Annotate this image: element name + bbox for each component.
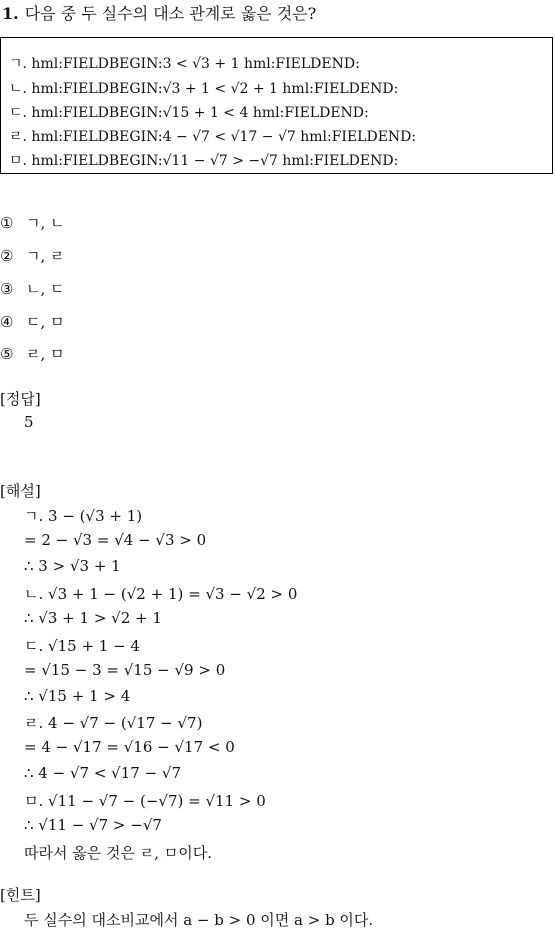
answer-label: [정답]	[0, 390, 41, 408]
solution-line: = 2 − √3 = √4 − √3 > 0	[24, 531, 207, 549]
statement-2: ㄴ. hml:FIELDBEGIN:√3 + 1 < √2 + 1 hml:FIELDEND:	[9, 81, 399, 97]
answer-value: 5	[24, 413, 34, 431]
hint-label: [힌트]	[0, 886, 41, 904]
solution-line: ㄹ. 4 − √7 − (√17 − √7)	[24, 714, 203, 732]
solution-line: ∴ 3 > √3 + 1	[24, 557, 121, 575]
statement-3: ㄷ. hml:FIELDBEGIN:√15 + 1 < 4 hml:FIELDEND:	[9, 105, 369, 121]
statement-5: ㅁ. hml:FIELDBEGIN:√11 − √7 > −√7 hml:FIELDEND:	[9, 153, 399, 169]
solution-line: ㄴ. √3 + 1 − (√2 + 1) = √3 − √2 > 0	[24, 585, 298, 603]
solution-line: ㄱ. 3 − (√3 + 1)	[24, 507, 143, 525]
solution-line: = √15 − 3 = √15 − √9 > 0	[24, 661, 226, 679]
hint-text: 두 실수의 대소비교에서 a − b > 0 이면 a > b 이다.	[24, 911, 374, 929]
choice-1-text: ㄱ, ㄴ	[26, 214, 65, 232]
solution-line: = 4 − √17 = √16 − √17 < 0	[24, 738, 235, 756]
solution-line: ㄷ. √15 + 1 − 4	[24, 637, 140, 655]
choice-3-number: ③	[0, 280, 14, 298]
choice-1[interactable]	[0, 212, 65, 233]
solution-conclusion: 따라서 옳은 것은 ㄹ, ㅁ이다.	[24, 844, 212, 862]
statement-4: ㄹ. hml:FIELDBEGIN:4 − √7 < √17 − √7 hml:FIELDEND:	[9, 129, 417, 145]
choice-1-number: ①	[0, 214, 14, 232]
choice-4[interactable]	[0, 311, 65, 332]
solution-line: ∴ 4 − √7 < √17 − √7	[24, 764, 182, 782]
choice-2[interactable]	[0, 245, 65, 266]
statement-1: ㄱ. hml:FIELDBEGIN:3 < √3 + 1 hml:FIELDEND:	[9, 56, 360, 72]
choice-2-number: ②	[0, 247, 14, 265]
question-title	[2, 1, 316, 24]
choice-4-text: ㄷ, ㅁ	[26, 313, 65, 331]
solution-line: ∴ √3 + 1 > √2 + 1	[24, 609, 162, 627]
choice-5-number: ⑤	[0, 345, 14, 363]
question-number: 1.	[2, 4, 19, 23]
choice-5-text: ㄹ, ㅁ	[26, 345, 65, 363]
choice-3-text: ㄴ, ㄷ	[26, 280, 65, 298]
choice-5[interactable]	[0, 343, 65, 364]
solution-line: ∴ √11 − √7 > −√7	[24, 816, 162, 834]
solution-line: ㅁ. √11 − √7 − (−√7) = √11 > 0	[24, 792, 266, 810]
question-text: 다음 중 두 실수의 대소 관계로 옳은 것은?	[24, 4, 317, 23]
solution-label: [해설]	[0, 482, 41, 500]
choice-2-text: ㄱ, ㄹ	[26, 247, 65, 265]
solution-line: ∴ √15 + 1 > 4	[24, 687, 131, 705]
statements-box	[0, 37, 553, 174]
choice-3[interactable]	[0, 278, 65, 299]
choice-4-number: ④	[0, 313, 14, 331]
